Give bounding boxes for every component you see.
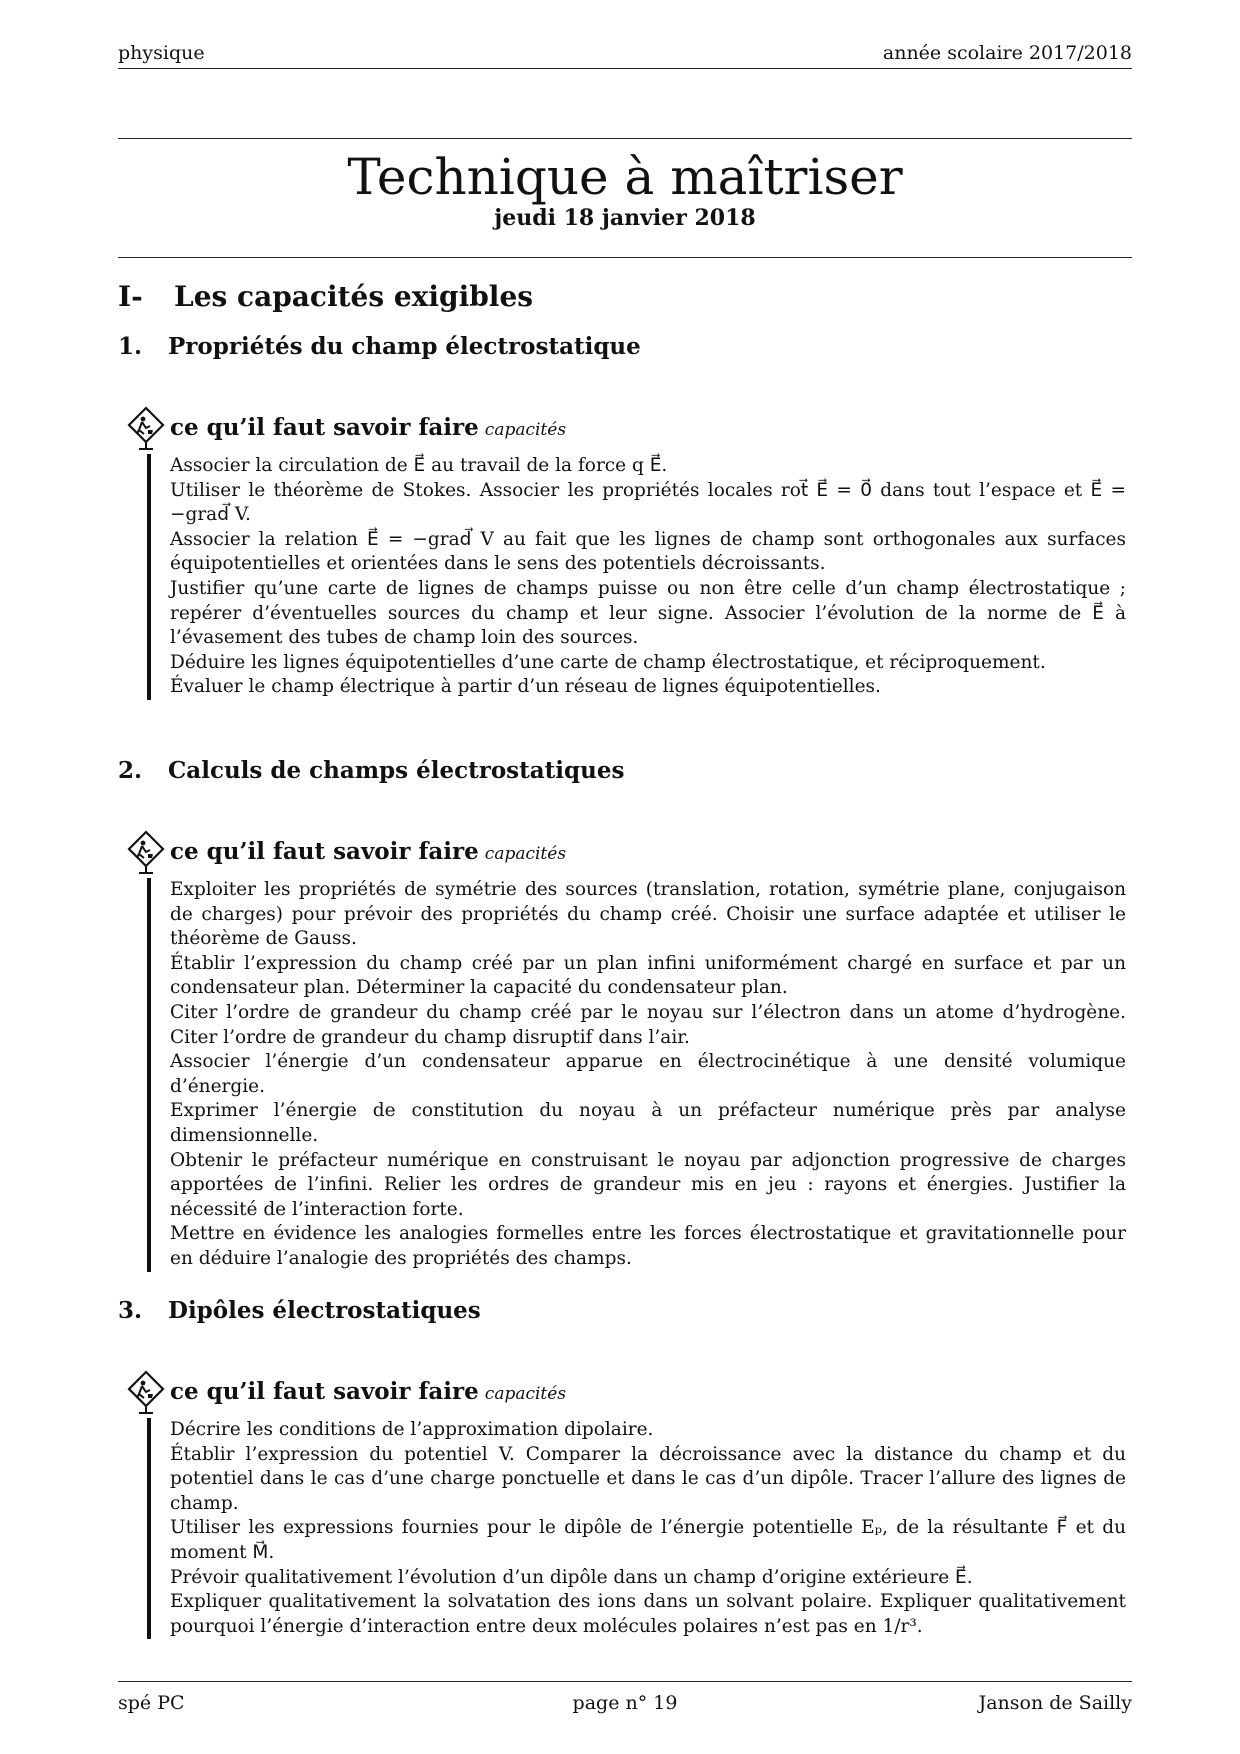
roadwork-sign-icon [126, 406, 166, 450]
subsection-number: 3. [118, 1297, 143, 1324]
box-subtitle: capacités [484, 844, 567, 864]
capacity-item: Exprimer l’énergie de constitution du noyau à un préfacteur numérique près par analyse dimensionnelle. [170, 1100, 1126, 1146]
page-date: jeudi 18 janvier 2018 [494, 205, 756, 231]
section-heading [118, 280, 533, 313]
capacity-item: Prévoir qualitativement l’évolution d’un dipôle dans un champ d’origine extérieure E⃗. [170, 1566, 973, 1588]
box-title: ce qu’il faut savoir faire capacités [170, 838, 567, 865]
box-title: ce qu’il faut savoir faire capacités [170, 414, 567, 441]
capacity-item: Établir l’expression du potentiel V. Comparer la décroissance avec la distance du champ et du potentiel dans le cas d’une charge ponctuelle et dans le cas d’un dipôle. Tracer l’allure des lignes de champ. [170, 1443, 1126, 1514]
capacity-item: Déduire les lignes équipotentielles d’une carte de champ électrostatique, et réciproquement. [170, 651, 1046, 673]
subsection-title: Dipôles électrostatiques [168, 1297, 481, 1324]
section-number: I- [118, 280, 143, 313]
capacity-item: Justifier qu’une carte de lignes de champs puisse ou non être celle d’un champ électrostatique ; repérer d’éventuelles sources du champ et leur signe. Associer l’évolution de la norme de E⃗ à l’évasement des tubes de champ loin des sources. [170, 577, 1126, 649]
page [118, 0, 1132, 1754]
box-left-bar [147, 1418, 151, 1639]
capacity-item: Associer la relation E⃗ = −grad⃗ V au fait que les lignes de champ sont orthogonales aux surfaces équipotentielles et orientées dans le sens des potentiels décroissants. [170, 528, 1126, 575]
capacity-item: Utiliser les expressions fournies pour le dipôle de l’énergie potentielle Eₚ, de la résultante F⃗ et du moment M⃗. [170, 1517, 1126, 1563]
capacity-item: Expliquer qualitativement la solvatation des ions dans un solvant polaire. Expliquer qualitativement pourquoi l’énergie d’interaction entre deux molécules polaires n’est pas en 1/r³. [170, 1591, 1126, 1637]
footer-class: spé PC [118, 1692, 185, 1714]
subsection-number: 2. [118, 757, 143, 784]
box-subtitle: capacités [484, 420, 567, 440]
subsection-heading-1 [118, 333, 641, 360]
header-subject: physique [118, 42, 205, 64]
subsection-title: Propriétés du champ électrostatique [168, 333, 641, 360]
page-header [118, 40, 1132, 69]
subsection-heading-3 [118, 1297, 481, 1324]
capacity-item: Associer la circulation de E⃗ au travail de la force q E⃗. [170, 455, 668, 476]
subsection-heading-2 [118, 757, 624, 784]
capacity-item: Décrire les conditions de l’approximation dipolaire. [170, 1419, 654, 1440]
capacity-item: Évaluer le champ électrique à partir d’un réseau de lignes équipotentielles. [170, 676, 881, 698]
box-content [170, 878, 1126, 1272]
capacity-item: Établir l’expression du champ créé par un plan infini uniformément chargé en surface et par un condensateur plan. Déterminer la capacité du condensateur plan. [170, 952, 1126, 999]
capacity-item: Utiliser le théorème de Stokes. Associer les propriétés locales rot⃗ E⃗ = 0⃗ dans tout l’espace et E⃗ = −grad⃗ V. [170, 479, 1126, 526]
capacity-item: Citer l’ordre de grandeur du champ créé par le noyau sur l’électron dans un atome d’hydrogène. Citer l’ordre de grandeur du champ disruptif dans l’air. [170, 1001, 1126, 1048]
footer-school: Janson de Sailly [978, 1692, 1132, 1714]
section-title: Les capacités exigibles [174, 280, 534, 313]
box-left-bar [147, 454, 151, 700]
title-block [118, 138, 1132, 258]
capacities-box-3 [126, 1370, 1126, 1639]
box-content [170, 1418, 1126, 1639]
box-title: ce qu’il faut savoir faire capacités [170, 1378, 567, 1405]
box-content [170, 454, 1126, 700]
capacity-item: Mettre en évidence les analogies formelles entre les forces électrostatique et gravitationnelle pour en déduire l’analogie des propriétés des champs. [170, 1223, 1126, 1269]
page-title: Technique à maîtriser [347, 148, 903, 206]
page-footer [118, 1681, 1132, 1722]
capacities-box-2 [126, 830, 1126, 1272]
roadwork-sign-icon [126, 830, 166, 874]
box-left-bar [147, 878, 151, 1272]
capacity-item: Obtenir le préfacteur numérique en construisant le noyau par adjonction progressive de charges apportées de l’infini. Relier les ordres de grandeur mis en jeu : rayons et énergies. Justifier la nécessité de l’interaction forte. [170, 1149, 1126, 1220]
box-subtitle: capacités [484, 1384, 567, 1404]
capacity-item: Exploiter les propriétés de symétrie des sources (translation, rotation, symétrie plane, conjugaison de charges) pour prévoir des propriétés du champ créé. Choisir une surface adaptée et utiliser le théorème de Gauss. [170, 879, 1126, 950]
roadwork-sign-icon [126, 1370, 166, 1414]
header-school-year: année scolaire 2017/2018 [882, 42, 1132, 64]
footer-page-number: page n° 19 [572, 1692, 678, 1714]
capacity-item: Associer l’énergie d’un condensateur apparue en électrocinétique à une densité volumique d’énergie. [170, 1051, 1126, 1097]
capacities-box-1 [126, 406, 1126, 700]
subsection-number: 1. [118, 333, 143, 360]
subsection-title: Calculs de champs électrostatiques [168, 757, 625, 784]
